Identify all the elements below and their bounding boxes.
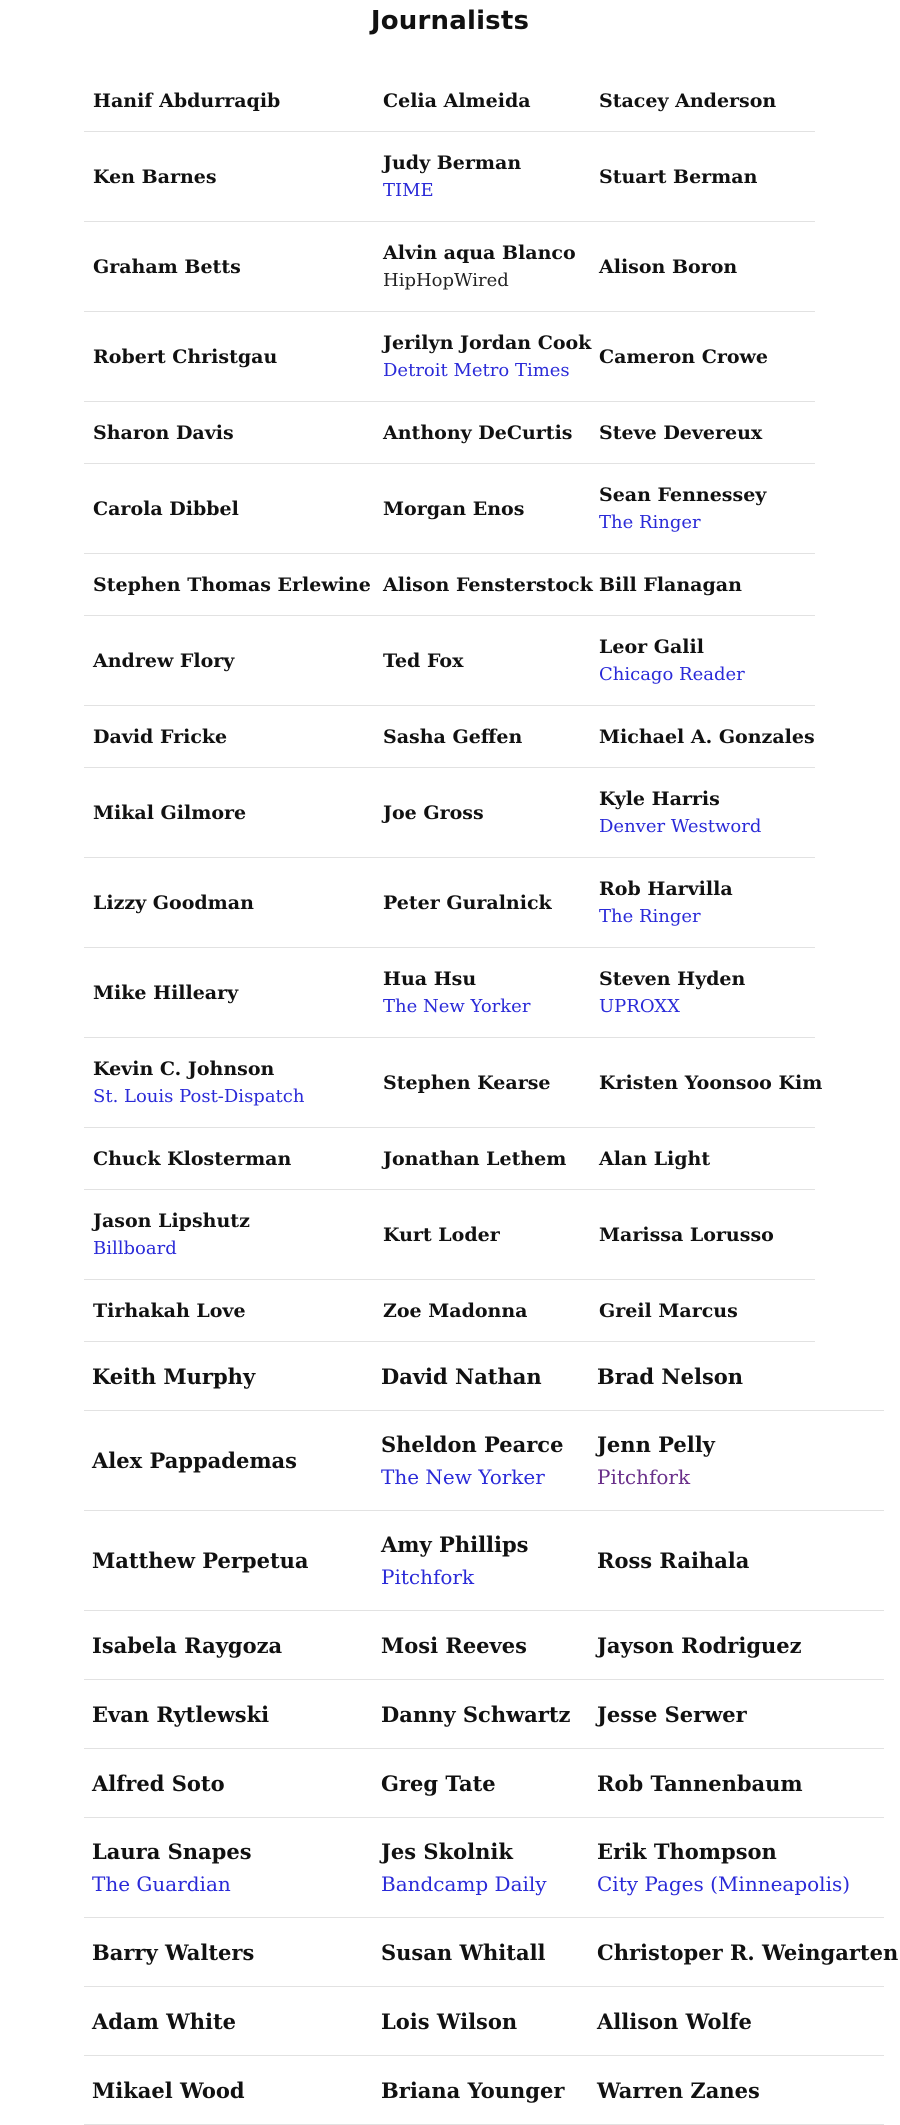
journalist-name: Mike Hilleary (93, 981, 239, 1004)
journalist-cell (92, 1818, 252, 1917)
journalist-name: Stephen Kearse (383, 1071, 551, 1094)
journalist-cell (93, 312, 277, 401)
journalist-name: Jerilyn Jordan Cook (383, 332, 592, 354)
table-row (84, 706, 815, 768)
table-row (84, 1918, 899, 1987)
table-row (84, 1280, 815, 1342)
publication-link[interactable]: UPROXX (599, 996, 680, 1017)
journalist-name: Amy Phillips (381, 1532, 529, 1557)
table-row (84, 1342, 884, 1411)
journalist-name: Kurt Loder (383, 1223, 500, 1246)
journalist-cell (93, 768, 246, 857)
journalist-cell (599, 616, 745, 705)
journalist-name: Ken Barnes (93, 165, 217, 188)
journalist-cell (599, 1280, 738, 1341)
journalist-cell (597, 1749, 803, 1817)
journalist-cell (381, 1680, 570, 1748)
journalist-cell (92, 1749, 225, 1817)
publication-link[interactable]: The New Yorker (381, 1465, 545, 1489)
journalist-cell (599, 858, 733, 947)
table-row (84, 1190, 815, 1280)
journalist-name: Anthony DeCurtis (383, 421, 573, 444)
journalist-name: Sharon Davis (93, 421, 234, 444)
publication-link[interactable]: TIME (383, 180, 434, 201)
table-row (84, 1038, 823, 1128)
table-row (84, 616, 815, 706)
journalist-cell (92, 1511, 309, 1610)
journalist-cell (383, 402, 573, 463)
table-row (84, 312, 815, 402)
journalist-name: Leor Galil (599, 636, 704, 658)
journalist-cell (599, 464, 766, 553)
journalist-name: Isabela Raygoza (92, 1632, 283, 1658)
journalist-cell (381, 1918, 546, 1986)
journalist-name: Carola Dibbel (93, 497, 239, 520)
journalist-name: Sasha Geffen (383, 725, 523, 748)
journalist-cell (597, 1611, 802, 1679)
journalist-cell (93, 1128, 291, 1189)
table-row (84, 1611, 884, 1680)
journalist-cell (92, 1611, 282, 1679)
journalist-name: Alison Boron (599, 255, 738, 278)
journalist-cell (93, 858, 254, 947)
journalist-cell (599, 1038, 822, 1127)
journalist-cell (599, 768, 761, 857)
journalist-cell (597, 1511, 749, 1610)
journalist-name: Hua Hsu (383, 968, 477, 990)
journalist-name: Morgan Enos (383, 497, 525, 520)
journalist-name: Alan Light (599, 1147, 711, 1170)
journalist-name: Rob Tannenbaum (597, 1770, 803, 1796)
journalist-cell (597, 1680, 747, 1748)
journalist-cell (599, 948, 745, 1037)
journalist-name: Christoper R. Weingarten (597, 1939, 899, 1965)
journalist-cell (597, 1918, 898, 1986)
journalist-name: Adam White (92, 2008, 237, 2034)
publication-link[interactable]: The Ringer (599, 512, 701, 533)
table-row (84, 1749, 884, 1818)
journalist-name: Laura Snapes (92, 1839, 252, 1864)
table-row (84, 402, 815, 464)
table-row (84, 132, 815, 222)
journalist-name: Bill Flanagan (599, 573, 742, 596)
journalist-name: Greil Marcus (599, 1299, 738, 1322)
journalist-name: Graham Betts (93, 255, 241, 278)
journalist-name: Alfred Soto (92, 1770, 225, 1796)
journalist-cell (92, 1411, 297, 1510)
journalist-cell (383, 616, 463, 705)
journalist-name: Danny Schwartz (381, 1701, 571, 1727)
table-row (84, 1128, 815, 1190)
journalist-cell (383, 706, 522, 767)
journalist-cell (599, 402, 762, 463)
table-row (84, 1411, 884, 1511)
table-row (84, 1511, 884, 1611)
journalist-name: Matthew Perpetua (92, 1548, 309, 1573)
journalist-name: David Nathan (381, 1363, 542, 1389)
journalist-cell (383, 132, 521, 221)
table-row (84, 768, 815, 858)
journalist-name: Sheldon Pearce (381, 1432, 564, 1457)
journalist-cell (383, 312, 591, 401)
journalist-cell (599, 132, 757, 221)
journalist-name: Steve Devereux (599, 421, 763, 444)
journalist-name: Jes Skolnik (381, 1839, 513, 1864)
journalist-cell (93, 132, 217, 221)
journalist-name: Sean Fennessey (599, 484, 767, 506)
journalist-name: Michael A. Gonzales (599, 725, 815, 748)
journalist-name: Alex Pappademas (92, 1448, 297, 1473)
journalist-name: Jonathan Lethem (383, 1147, 567, 1170)
journalist-cell (381, 2056, 564, 2124)
table-row (84, 464, 815, 554)
journalist-cell (381, 1511, 529, 1610)
journalist-name: Rob Harvilla (599, 878, 733, 900)
journalist-cell (383, 70, 531, 131)
publication-link[interactable]: Chicago Reader (599, 664, 745, 685)
journalist-cell (599, 1190, 774, 1279)
journalist-name: Cameron Crowe (599, 345, 768, 368)
table-row (84, 222, 815, 312)
page-title: Journalists (370, 6, 530, 36)
journalist-cell (93, 948, 238, 1037)
publication-link[interactable]: Billboard (93, 1238, 177, 1259)
journalist-name: Jenn Pelly (597, 1432, 715, 1457)
journalist-cell (383, 1038, 551, 1127)
journalist-cell (93, 706, 227, 767)
journalist-cell (383, 1280, 528, 1341)
journalist-name: Chuck Klosterman (93, 1147, 292, 1170)
journalist-name: Ross Raihala (597, 1548, 750, 1573)
journalist-name: Alvin aqua Blanco (383, 242, 576, 264)
journalist-name: Barry Walters (92, 1939, 255, 1965)
journalist-name: Kyle Harris (599, 788, 720, 810)
journalist-name: Alison Fensterstock (383, 573, 593, 596)
publication-link[interactable]: The New Yorker (383, 996, 531, 1017)
publication-link[interactable]: Pitchfork (597, 1465, 691, 1489)
journalist-cell (383, 222, 576, 311)
journalist-cell (597, 2056, 760, 2124)
journalist-name: Evan Rytlewski (92, 1701, 270, 1727)
table-row (84, 858, 815, 948)
journalist-name: Joe Gross (383, 801, 484, 824)
publication-link[interactable]: St. Louis Post-Dispatch (93, 1086, 305, 1107)
journalist-name: Warren Zanes (597, 2077, 760, 2103)
journalist-name: Judy Berman (383, 152, 522, 174)
journalist-name: Greg Tate (381, 1770, 496, 1796)
journalist-cell (93, 402, 234, 463)
journalist-cell (383, 464, 524, 553)
journalist-cell (383, 1190, 500, 1279)
journalist-name: Mikal Gilmore (93, 801, 247, 824)
table-row (84, 2056, 884, 2125)
journalist-cell (381, 1411, 563, 1510)
journalist-cell (93, 1280, 246, 1341)
journalist-cell (599, 1128, 710, 1189)
journalist-cell (599, 70, 776, 131)
publication-link[interactable]: Pitchfork (381, 1565, 475, 1589)
journalist-cell (383, 1128, 566, 1189)
journalist-name: Marissa Lorusso (599, 1223, 774, 1246)
journalist-cell (93, 554, 371, 615)
journalist-cell (597, 1342, 743, 1410)
journalist-name: Stephen Thomas Erlewine (93, 573, 371, 596)
journalist-name: Steven Hyden (599, 968, 746, 990)
journalist-name: Keith Murphy (92, 1363, 256, 1389)
publication-link[interactable]: The Guardian (92, 1872, 231, 1896)
journalist-name: Erik Thompson (597, 1839, 777, 1864)
journalist-cell (93, 616, 234, 705)
journalist-cell (597, 1987, 752, 2055)
journalist-cell (92, 1680, 269, 1748)
journalist-name: Lois Wilson (381, 2008, 518, 2034)
journalist-cell (381, 1342, 542, 1410)
journalist-cell (383, 858, 552, 947)
journalist-cell (93, 464, 239, 553)
journalist-name: Kevin C. Johnson (93, 1058, 275, 1080)
journalist-cell (383, 554, 593, 615)
table-row (84, 1818, 884, 1918)
journalist-cell (381, 1818, 547, 1917)
table-row (84, 1680, 884, 1749)
journalist-cell (599, 554, 742, 615)
table-row (84, 1987, 884, 2056)
journalist-name: David Fricke (93, 725, 228, 748)
journalist-name: Jayson Rodriguez (597, 1632, 802, 1658)
journalist-name: Andrew Flory (93, 649, 235, 672)
journalist-cell (599, 312, 768, 401)
journalist-name: Jesse Serwer (597, 1701, 747, 1727)
journalist-name: Jason Lipshutz (93, 1210, 250, 1232)
journalist-cell (93, 70, 280, 131)
journalist-name: Zoe Madonna (383, 1299, 528, 1322)
journalist-name: Tirhakah Love (93, 1299, 246, 1322)
journalist-name: Stuart Berman (599, 165, 758, 188)
journalist-cell (597, 1411, 715, 1510)
table-row (84, 70, 815, 132)
publication-link[interactable]: Denver Westword (599, 816, 762, 837)
journalist-name: Susan Whitall (381, 1939, 546, 1965)
journalist-cell (599, 706, 815, 767)
journalist-name: Peter Guralnick (383, 891, 552, 914)
journalist-cell (381, 1611, 527, 1679)
publication-link[interactable]: The Ringer (599, 906, 701, 927)
journalist-cell (93, 1190, 250, 1279)
publication-link[interactable]: City Pages (Minneapolis) (597, 1872, 851, 1896)
journalist-name: Mikael Wood (92, 2077, 245, 2103)
journalist-cell (92, 1987, 236, 2055)
journalist-name: Lizzy Goodman (93, 891, 254, 914)
journalist-cell (92, 1918, 254, 1986)
journalist-name: Brad Nelson (597, 1363, 744, 1389)
journalist-cell (93, 222, 241, 311)
journalist-cell (597, 1818, 850, 1917)
journalist-name: Celia Almeida (383, 89, 531, 112)
journalist-name: Ted Fox (383, 649, 464, 672)
journalist-name: Kristen Yoonsoo Kim (599, 1071, 823, 1094)
journalist-cell (381, 1987, 517, 2055)
journalist-name: Briana Younger (381, 2077, 565, 2103)
journalist-name: Mosi Reeves (381, 1632, 527, 1658)
journalist-cell (92, 2056, 245, 2124)
journalists-table (84, 70, 899, 2125)
publication-label: HipHopWired (383, 270, 509, 291)
journalist-name: Robert Christgau (93, 345, 278, 368)
journalist-cell (599, 222, 737, 311)
journalist-cell (93, 1038, 304, 1127)
journalist-name: Stacey Anderson (599, 89, 777, 112)
publication-link[interactable]: Detroit Metro Times (383, 360, 570, 381)
journalist-name: Allison Wolfe (597, 2008, 752, 2034)
journalist-cell (383, 768, 484, 857)
journalist-cell (92, 1342, 255, 1410)
journalist-cell (383, 948, 530, 1037)
table-row (84, 948, 815, 1038)
table-row (84, 554, 815, 616)
journalist-name: Hanif Abdurraqib (93, 89, 281, 112)
publication-link[interactable]: Bandcamp Daily (381, 1872, 547, 1896)
journalist-cell (381, 1749, 496, 1817)
